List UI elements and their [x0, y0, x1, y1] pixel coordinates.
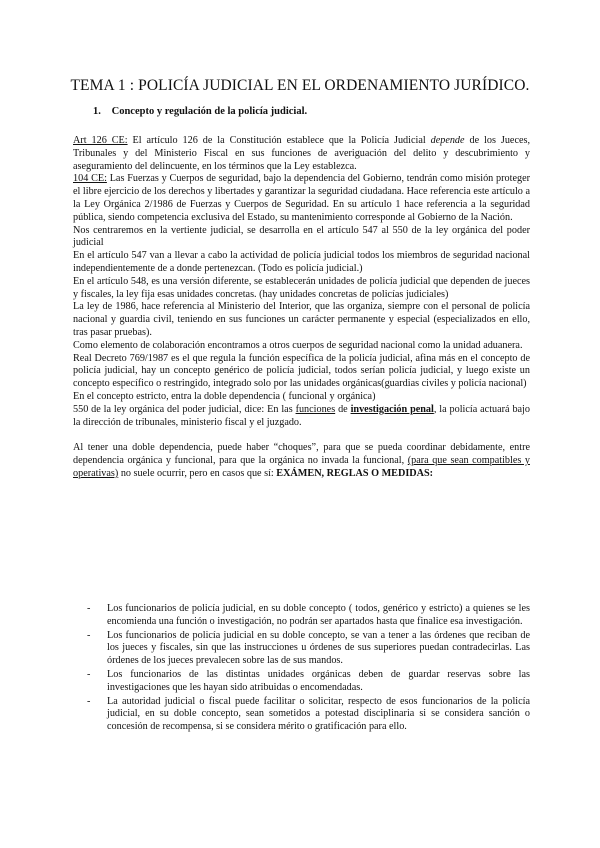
article-ref: 104 CE: — [73, 173, 107, 185]
bold-term: EXÁMEN, REGLAS O MEDIDAS: — [276, 467, 434, 479]
paragraph: 104 CE: Las Fuerzas y Cuerpos de seguridad, bajo la dependencia del Gobierno, tendrán como misión proteger el libre ejercicio de los derechos y libertades y garantizar la seguridad ciudadana. Hace referencia este artículo a la Ley Orgánica 2/1986 de Fuerzas y Cuerpos de Seguridad. En su artículo 1 hace referencia a la seguridad pública, siendo competencia exclusiva del Estado, su mantenimiento corresponde al Gobierno de la Nación. — [73, 173, 530, 223]
paragraph: La ley de 1986, hace referencia al Ministerio del Interior, que las organiza, siempre con el personal de policía nacional y guardia civil, teniendo en sus funciones un carácter permanente y especial (especializados en ello, tras pasar pruebas). — [73, 301, 530, 338]
list-item: - Los funcionarios de policía judicial, en su doble concepto ( todos, genérico y estricto) a quienes se les encomienda una función o investigación, no podrán ser apartados hasta que finalice esa investigación. — [87, 603, 530, 627]
bold-term: investigación penal — [350, 403, 434, 415]
list-item: - Los funcionarios de policía judicial en su doble concepto, se van a tener a las órdenes que reciban de los jueces y fiscales, sin que las instrucciones u órdenes de sus superiores puedan contradecirlas. Las órdenes de los jueces prevalecen sobre las de sus mandos. — [87, 629, 530, 667]
list-item: - Los funcionarios de las distintas unidades orgánicas deben de guardar reservas sobre las investigaciones que les hayan sido atribuidas o encomendadas. — [87, 668, 530, 693]
paragraph: 550 de la ley orgánica del poder judicial, dice: En las funciones de investigación penal, la policía actuará bajo la dirección de tribunales, ministerio fiscal y el juzgado. — [73, 403, 530, 428]
paragraph: Como elemento de colaboración encontramos a otros cuerpos de seguridad nacional como la unidad aduanera. — [73, 339, 523, 351]
rules-list — [73, 603, 530, 735]
page-title: TEMA 1 : POLICÍA JUDICIAL EN EL ORDENAMIENTO JURÍDICO. — [70, 77, 530, 94]
paragraph: Art 126 CE: El artículo 126 de la Constitución establece que la Policía Judicial depende de los Jueces, Tribunales y del Ministerio Fiscal en sus funciones de averiguación del delito y descubrimiento y aseguramiento del delincuente, en los términos que la Ley establezca. — [73, 135, 530, 172]
section-label: Concepto y regulación de la policía judicial. — [111, 106, 308, 117]
paragraph: En el artículo 548, es una versión diferente, se establecerán unidades de policía judicial que dependen de jueces y fiscales, la ley fija esas unidades concretas. (hay unidades concretas de policías judiciales) — [73, 275, 530, 300]
section-heading — [93, 106, 307, 117]
document-body — [73, 135, 530, 481]
article-ref: Art 126 CE: — [73, 135, 128, 146]
underlined-term: (para que sean compatibles y operativas) — [73, 455, 530, 479]
list-item: - La autoridad judicial o fiscal puede facilitar o solicitar, respecto de esos funcionarios de la policía judicial, en su doble concepto, sean sometidos a potestad disciplinaria si se considera sanción o concesión de recompensa, si se considera mérito o gratificación para ello. — [87, 695, 530, 733]
spacer — [73, 429, 530, 442]
dash-bullet: - — [87, 695, 91, 707]
paragraph: En el artículo 547 van a llevar a cabo la actividad de policía judicial todos los miembros de seguridad nacional independientemente de a donde pertenezcan. (Todo es policía judicial.) — [73, 250, 530, 274]
dash-bullet: - — [87, 629, 91, 641]
paragraph: Al tener una doble dependencia, puede haber “choques”, para que se pueda coordinar debidamente, entre dependencia orgánica y funcional, para que la orgánica no invada la funcional, (para que sean compatibles y operativas) no suele ocurrir, pero en casos que sí: EXÁMEN, REGLAS O MEDIDAS: — [73, 442, 530, 479]
dash-bullet: - — [87, 603, 91, 614]
paragraph: Nos centraremos en la vertiente judicial, se desarrolla en el artículo 547 al 550 de la ley orgánica del poder judicial — [73, 224, 530, 249]
underlined-term: funciones — [295, 403, 336, 415]
paragraph: En el concepto estricto, entra la doble dependencia ( funcional y orgánica) — [73, 390, 376, 402]
section-number: 1. — [93, 106, 101, 117]
dash-bullet: - — [87, 668, 91, 680]
emphasis: depende — [430, 135, 465, 146]
paragraph: Real Decreto 769/1987 es el que regula la función específica de la policía judicial, afina más en el concepto de policía judicial, hay un concepto genérico de policía judicial, todos serían policía judicial, y luego existe un concepto específico o restringido, integrado solo por las unidades orgánicas(guardias civiles y policía nacional) — [73, 352, 530, 390]
